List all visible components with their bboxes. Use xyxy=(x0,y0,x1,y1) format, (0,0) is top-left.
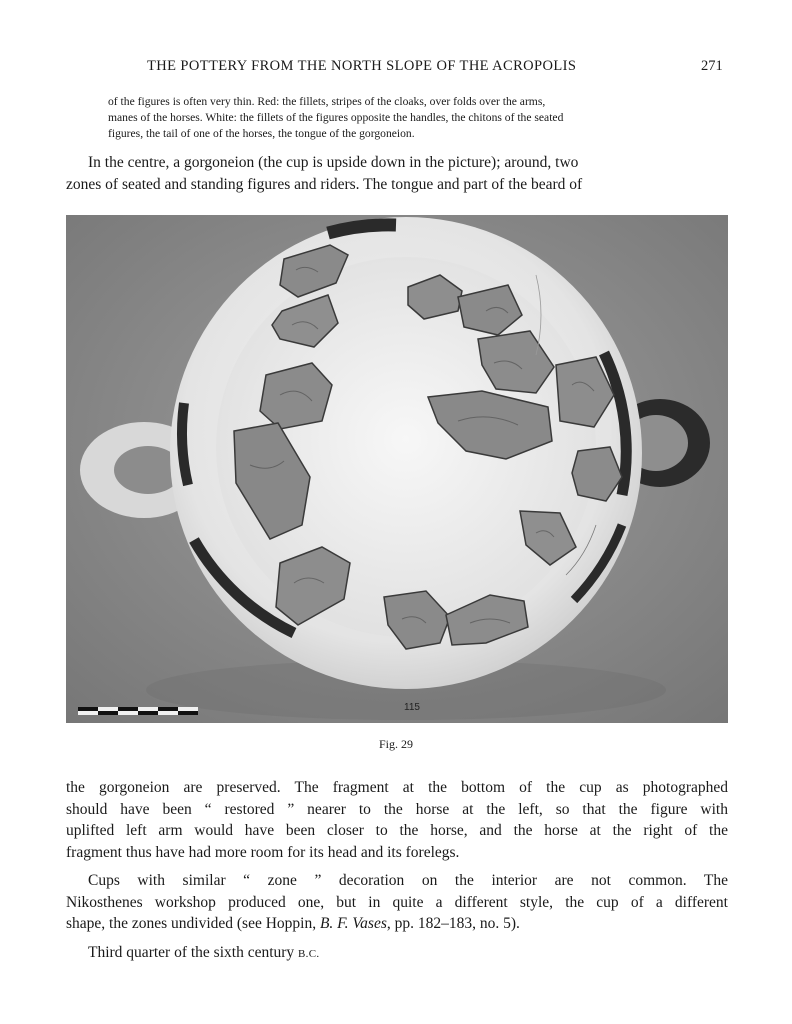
date-text: Third quarter of the sixth century xyxy=(88,943,299,961)
body-line: fragment thus have had more room for its head and its forelegs. xyxy=(66,843,460,861)
page-number: 271 xyxy=(701,58,723,74)
paragraph-2 xyxy=(66,870,728,935)
running-title: THE POTTERY FROM THE NORTH SLOPE OF THE ACROPOLIS xyxy=(147,58,577,74)
intro-line: In the centre, a gorgoneion (the cup is upside down in the picture); around, two xyxy=(88,154,579,171)
paragraph-1 xyxy=(66,777,728,863)
body-line xyxy=(66,913,728,935)
body-line: should have been “ restored ” nearer to the horse at the left, so that the figure with xyxy=(66,800,728,818)
body-line: Cups with similar “ zone ” decoration on the interior are not common. The xyxy=(88,872,728,889)
cup-photograph xyxy=(66,215,728,723)
inventory-label: 115 xyxy=(404,702,420,713)
body-line-text: shape, the zones undivided (see Hoppin, xyxy=(66,915,320,932)
paragraph-3 xyxy=(66,942,728,966)
footnote-line: of the figures is often very thin. Red: the fillets, stripes of the cloaks, over folds over the arms, xyxy=(108,95,546,108)
footnote-line: manes of the horses. White: the fillets of the figures opposite the handles, the chitons of the seated xyxy=(108,111,564,124)
body-line: the gorgoneion are preserved. The fragment at the bottom of the cup as photographed xyxy=(66,779,728,796)
body-line xyxy=(66,942,728,966)
reference-title: B. F. Vases xyxy=(319,915,387,932)
scale-bar xyxy=(78,707,198,715)
body-text xyxy=(66,777,728,972)
intro-paragraph xyxy=(66,152,728,196)
footnote xyxy=(108,94,728,142)
intro-line: zones of seated and standing figures and riders. The tongue and part of the beard of xyxy=(66,176,583,193)
era-abbreviation: B.C. xyxy=(298,947,320,960)
reference-pages: , pp. 182–183, no. 5). xyxy=(386,915,520,932)
figure-caption: Fig. 29 xyxy=(378,737,413,751)
running-head xyxy=(0,58,792,78)
body-line: Nikosthenes workshop produced one, but in quite a different style, the cup of a different xyxy=(66,893,728,911)
body-line: uplifted left arm would have been closer to the horse, and the horse at the right of the xyxy=(66,822,728,839)
footnote-line: figures, the tail of one of the horses, the tongue of the gorgoneion. xyxy=(108,127,415,140)
